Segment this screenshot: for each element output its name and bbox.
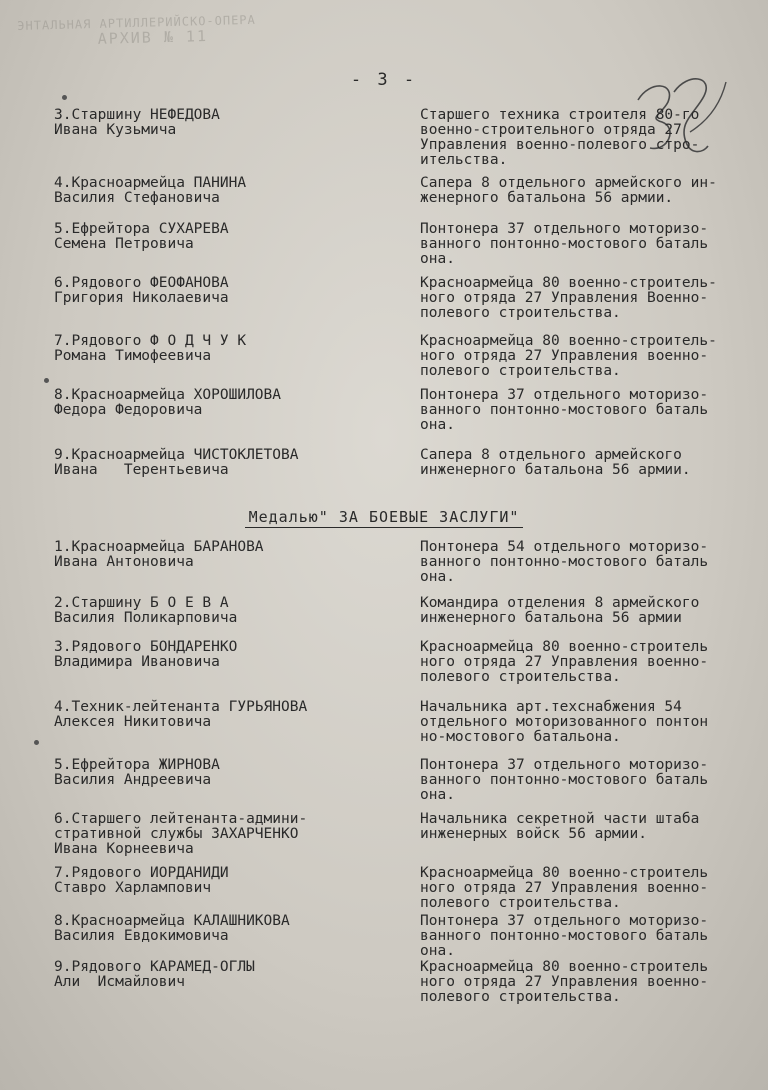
entry-position: Понтонера 54 отдельного моторизо- ванного понтонно-мостового баталь она. [420,539,709,585]
stamp-line-2: АРХИВ № 11 [97,26,209,48]
entry-number: 1. [54,539,72,555]
entry-name: Рядового ФЕОФАНОВА Григория Николаевича [54,275,229,306]
entry-number: 6. [54,811,72,827]
entry-number: 8. [54,387,72,403]
entry-name: Ефрейтора СУХАРЕВА Семена Петровича [54,221,229,252]
entry-name: Рядового ИОРДАНИДИ Ставро Харлампович [54,865,229,896]
entry-name: Красноармейца КАЛАШНИКОВА Василия Евдокимовича [54,913,290,944]
entry-number: 3. [54,107,72,123]
entry-number: 7. [54,333,72,349]
entry-name: Техник-лейтенанта ГУРЬЯНОВА Алексея Никитовича [54,699,308,730]
entry-name: Рядового БОНДАРЕНКО Владимира Ивановича [54,639,238,670]
entry-position: Красноармейца 80 военно-строитель- ного отряда 27 Управления военно- полевого строительства. [420,333,717,379]
page-number: - 3 - [350,70,418,90]
entry-number: 3. [54,639,72,655]
entry-position: Понтонера 37 отдельного моторизо- ванного понтонно-мостового баталь она. [420,221,709,267]
entry-name: Рядового Ф О Д Ч У К Романа Тимофеевича [54,333,247,364]
entry-position: Начальника арт.техснабжения 54 отдельного моторизованного понтон но-мостового батальона. [420,699,709,745]
entry-position: Понтонера 37 отдельного моторизо- ванного понтонно-мостового баталь она. [420,913,709,959]
entry-number: 5. [54,757,72,773]
section-title: Медалью" ЗА БОЕВЫЕ ЗАСЛУГИ" [0,508,768,526]
entry-position: Старшего техника строителя 80-го военно-строительного отряда 27 Управления военно-полевого стро- ительства. [420,107,700,168]
entry-number: 4. [54,175,72,191]
entry-position: Понтонера 37 отдельного моторизо- ванного понтонно-мостового баталь она. [420,757,709,803]
punch-hole [62,95,67,100]
punch-hole [34,740,39,745]
entry-number: 8. [54,913,72,929]
entry-position: Красноармейца 80 военно-строитель ного отряда 27 Управления военно- полевого строительства. [420,959,709,1005]
entry-name: Старшину Б О Е В А Василия Поликарповича [54,595,238,626]
entry-name: Ефрейтора ЖИРНОВА Василия Андреевича [54,757,220,788]
entry-number: 2. [54,595,72,611]
entry-number: 5. [54,221,72,237]
entry-position: Сапера 8 отдельного армейского инженерного батальона 56 армии. [420,447,691,478]
entry-position: Красноармейца 80 военно-строитель ного отряда 27 Управления военно- полевого строительства. [420,865,709,911]
entry-name: Красноармейца БАРАНОВА Ивана Антоновича [54,539,264,570]
entry-name: Красноармейца ЧИСТОКЛЕТОВА Ивана Терентьевича [54,447,299,478]
entry-number: 6. [54,275,72,291]
entry-name: Старшину НЕФЕДОВА Ивана Кузьмича [54,107,220,138]
entry-position: Командира отделения 8 армейского инженерного батальона 56 армии [420,595,700,626]
entry-number: 4. [54,699,72,715]
entry-position: Понтонера 37 отдельного моторизо- ванного понтонно-мостового баталь она. [420,387,709,433]
entry-number: 7. [54,865,72,881]
entry-name: Красноармейца ПАНИНА Василия Стефановича [54,175,247,206]
punch-hole [44,378,49,383]
entry-position: Красноармейца 80 военно-строитель ного отряда 27 Управления военно- полевого строительства. [420,639,709,685]
entry-name: Рядового КАРАМЕД-ОГЛЫ Али Исмайлович [54,959,255,990]
entry-position: Сапера 8 отдельного армейского ин- женерного батальона 56 армии. [420,175,717,206]
stamp-line-1: ЭНТАЛЬНАЯ АРТИЛЛЕРИЙСКО-ОПЕРА [17,12,256,33]
entry-position: Красноармейца 80 военно-строитель- ного отряда 27 Управления Военно- полевого строительства. [420,275,717,321]
entry-number: 9. [54,447,72,463]
entry-position: Начальника секретной части штаба инженерных войск 56 армии. [420,811,700,842]
entry-number: 9. [54,959,72,975]
entry-name: Старшего лейтенанта-админи- стративной службы ЗАХАРЧЕНКО Ивана Корнеевича [54,811,308,857]
entry-name: Красноармейца ХОРОШИЛОВА Федора Федоровича [54,387,281,418]
